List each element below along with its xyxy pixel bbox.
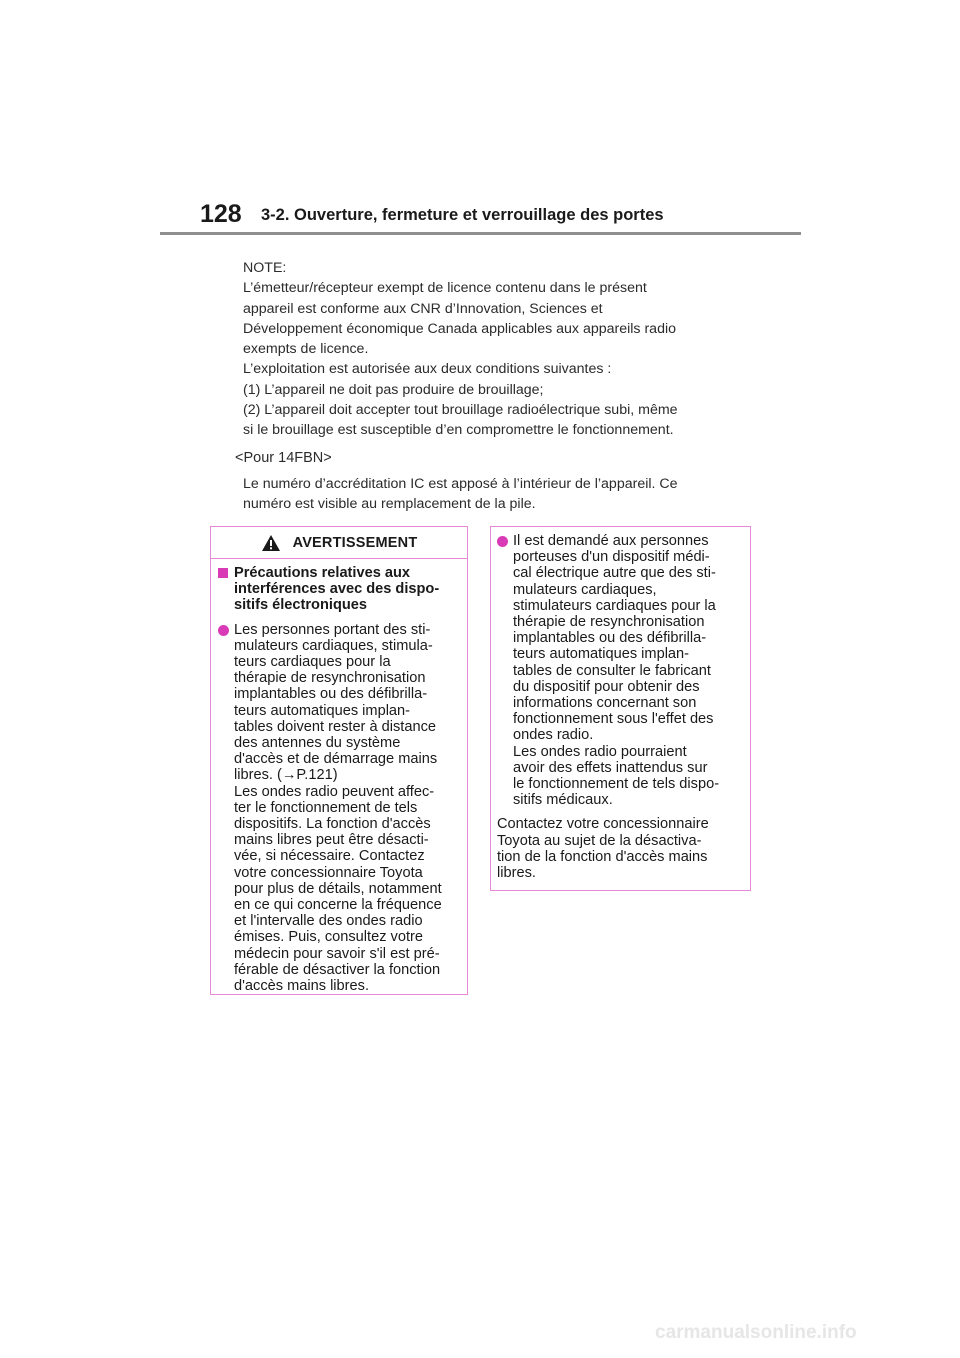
bullet-line: votre concessionnaire Toyota — [234, 864, 423, 881]
heading-line: interférences avec des dispo- — [234, 581, 440, 598]
bullet-line: mulateurs cardiaques, stimula- — [234, 637, 433, 654]
bullet-line: férable de désactiver la fonction — [234, 961, 441, 978]
bullet-line: du dispositif pour obtenir des — [513, 678, 700, 695]
circle-bullet-icon — [497, 536, 508, 547]
warning-title: AVERTISSEMENT — [292, 534, 418, 551]
section-title: 3-2. Ouverture, fermeture et verrouillage des portes — [261, 206, 664, 224]
bullet-line: cal électrique autre que des sti- — [513, 565, 716, 582]
bullet-line: teurs cardiaques pour la — [234, 654, 391, 671]
bullet-line: teurs automatiques implan- — [234, 702, 411, 719]
bullet-line: tables doivent rester à distance — [234, 718, 436, 735]
bullet-line: Les ondes radio peuvent affec- — [234, 783, 435, 800]
warning-heading — [218, 565, 461, 614]
bullet-line: Il est demandé aux personnes — [513, 533, 709, 549]
bullet-line: et l'intervalle des ondes radio — [234, 913, 423, 930]
bullet-line: en ce qui concerne la fréquence — [234, 897, 442, 914]
bullet-line: porteuses d'un dispositif médi- — [513, 549, 710, 566]
bullet-line: ter le fonctionnement de tels — [234, 799, 418, 816]
bullet-line: libres. (→P.121) — [234, 767, 338, 784]
note-line: si le brouillage est susceptible d’en compromettre le fonctionnement. — [243, 422, 674, 439]
bullet-line: informations concernant son — [513, 695, 697, 712]
note-line: appareil est conforme aux CNR d’Innovation, Sciences et — [243, 300, 603, 317]
contact-line: Toyota au sujet de la désactiva- — [497, 832, 702, 849]
ic-note-line: numéro est visible au remplacement de la pile. — [243, 496, 536, 512]
note-line: exempts de licence. — [243, 341, 369, 358]
bullet-line: dispositifs. La fonction d'accès — [234, 816, 431, 833]
bullet-line: stimulateurs cardiaques pour la — [513, 597, 716, 614]
contact-line: tion de la fonction d'accès mains — [497, 848, 708, 865]
bullet-line: Les ondes radio pourraient — [513, 743, 687, 760]
bullet-line: pour plus de détails, notamment — [234, 880, 442, 897]
warning-triangle-icon — [261, 534, 281, 552]
bullet-line: mulateurs cardiaques, — [513, 581, 657, 598]
footer-watermark: carmanualsonline.info — [655, 1322, 857, 1343]
bullet-line: médecin pour savoir s'il est pré- — [234, 945, 440, 962]
bullet-line: implantables ou des défibrilla- — [234, 686, 428, 703]
heading-line: Précautions relatives aux — [234, 565, 411, 581]
contact-line: Contactez votre concessionnaire — [497, 816, 709, 833]
warning-bullet — [218, 622, 461, 995]
page-number: 128 — [200, 200, 242, 228]
heading-line: sitifs électroniques — [234, 597, 368, 614]
bullet-line: implantables ou des défibrilla- — [513, 630, 707, 647]
note-line: Développement économique Canada applicables aux appareils radio — [243, 320, 677, 337]
model-tag: <Pour 14FBN> — [235, 450, 332, 466]
bullet-line: sitifs médicaux. — [513, 792, 613, 809]
note-line: NOTE: — [243, 260, 287, 276]
header-divider — [160, 232, 801, 235]
note-block — [243, 258, 713, 441]
bullet-line: mains libres peut être désacti- — [234, 832, 429, 849]
note-line: L’émetteur/récepteur exempt de licence contenu dans le présent — [243, 280, 647, 297]
warning-box — [210, 526, 468, 995]
contact-line: libres. — [497, 865, 536, 882]
contact-paragraph — [497, 816, 744, 881]
bullet-line: des antennes du système — [234, 735, 401, 752]
bullet-line: d'accès mains libres. — [234, 978, 369, 995]
square-bullet-icon — [218, 568, 228, 578]
bullet-line: thérapie de resynchronisation — [234, 670, 426, 687]
bullet-line: d'accès et de démarrage mains — [234, 751, 438, 768]
warning-box-continued — [490, 526, 751, 891]
bullet-line: vée, si nécessaire. Contactez — [234, 848, 425, 865]
bullet-line: émises. Puis, consultez votre — [234, 929, 423, 946]
warning-body — [211, 559, 467, 994]
bullet-line: le fonctionnement de tels dispo- — [513, 776, 720, 793]
bullet-line: fonctionnement sous l'effet des — [513, 711, 714, 728]
ic-note-block — [243, 474, 723, 514]
bullet-line: Les personnes portant des sti- — [234, 621, 431, 638]
bullet-line: thérapie de resynchronisation — [513, 614, 705, 631]
ic-note-line: Le numéro d’accréditation IC est apposé à l’intérieur de l’appareil. Ce — [243, 476, 678, 492]
bullet-line: teurs automatiques implan- — [513, 646, 690, 663]
bullet-line: ondes radio. — [513, 727, 594, 744]
warning-bullet — [497, 533, 744, 808]
note-line: L’exploitation est autorisée aux deux conditions suivantes : — [243, 361, 612, 378]
warning-header — [211, 527, 467, 559]
bullet-line: avoir des effets inattendus sur — [513, 759, 708, 776]
circle-bullet-icon — [218, 625, 229, 636]
note-line: (2) L’appareil doit accepter tout brouillage radioélectrique subi, même — [243, 402, 678, 419]
note-line: (1) L’appareil ne doit pas produire de brouillage; — [243, 381, 544, 398]
bullet-line: tables de consulter le fabricant — [513, 662, 711, 679]
